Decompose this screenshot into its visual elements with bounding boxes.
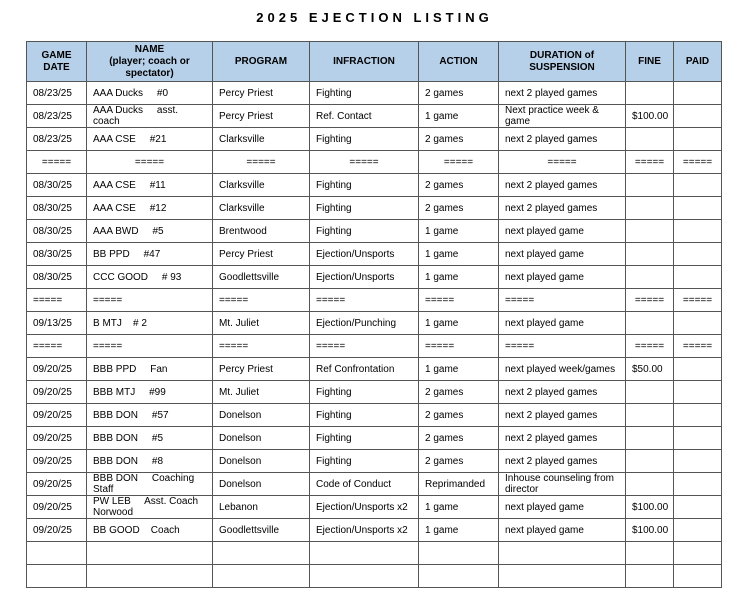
cell-name: BB PPD #47	[87, 243, 213, 266]
cell-name: AAA Ducks #0	[87, 82, 213, 105]
cell-paid	[674, 197, 722, 220]
cell-fine: $100.00	[626, 496, 674, 519]
cell-program: Clarksville	[213, 174, 310, 197]
cell-date: 09/20/25	[27, 404, 87, 427]
cell-action: 2 games	[419, 174, 499, 197]
cell-fine	[626, 381, 674, 404]
cell-program: Donelson	[213, 450, 310, 473]
separator-cell: =====	[626, 289, 674, 312]
table-row	[27, 496, 722, 519]
cell-duration: next 2 played games	[499, 450, 626, 473]
header-action: ACTION	[419, 42, 499, 82]
cell-action: 2 games	[419, 197, 499, 220]
cell-paid	[674, 427, 722, 450]
cell-action: 2 games	[419, 427, 499, 450]
cell-program: Percy Priest	[213, 243, 310, 266]
header-name	[87, 42, 213, 82]
cell-program: Mt. Juliet	[213, 381, 310, 404]
separator-cell: =====	[419, 151, 499, 174]
cell-duration: next 2 played games	[499, 404, 626, 427]
cell-duration: Inhouse counseling from director	[499, 473, 626, 496]
cell-duration: next 2 played games	[499, 381, 626, 404]
cell-infraction: Ejection/Punching	[310, 312, 419, 335]
cell-paid	[674, 266, 722, 289]
cell-date: 08/30/25	[27, 197, 87, 220]
cell-fine	[626, 565, 674, 588]
header-line: GAME	[41, 49, 72, 61]
cell-infraction: Fighting	[310, 381, 419, 404]
cell-infraction: Ref Confrontation	[310, 358, 419, 381]
cell-action: 1 game	[419, 519, 499, 542]
cell-infraction: Ejection/Unsports	[310, 266, 419, 289]
cell-duration	[499, 565, 626, 588]
separator-cell: =====	[87, 151, 213, 174]
cell-name: BBB MTJ #99	[87, 381, 213, 404]
cell-program: Mt. Juliet	[213, 312, 310, 335]
header-line: spectator)	[125, 67, 174, 79]
cell-date: 09/20/25	[27, 450, 87, 473]
cell-program: Donelson	[213, 404, 310, 427]
table-row	[27, 542, 722, 565]
cell-action: 2 games	[419, 128, 499, 151]
separator-cell: =====	[310, 151, 419, 174]
cell-paid	[674, 542, 722, 565]
cell-infraction: Fighting	[310, 197, 419, 220]
cell-program: Goodlettsville	[213, 519, 310, 542]
cell-duration: next 2 played games	[499, 197, 626, 220]
cell-infraction: Fighting	[310, 82, 419, 105]
separator-cell: =====	[419, 335, 499, 358]
cell-action: 1 game	[419, 243, 499, 266]
separator-cell: =====	[499, 289, 626, 312]
cell-name: AAA CSE #11	[87, 174, 213, 197]
cell-action	[419, 565, 499, 588]
cell-action: 1 game	[419, 220, 499, 243]
table-row	[27, 312, 722, 335]
cell-fine	[626, 128, 674, 151]
cell-duration: next played game	[499, 312, 626, 335]
cell-name: AAA Ducks asst. coach	[87, 105, 213, 128]
table-row	[27, 105, 722, 128]
separator-cell: =====	[626, 151, 674, 174]
separator-cell: =====	[626, 335, 674, 358]
cell-program: Lebanon	[213, 496, 310, 519]
cell-fine	[626, 243, 674, 266]
cell-fine	[626, 404, 674, 427]
table-row	[27, 197, 722, 220]
header-line: (player; coach or	[109, 55, 190, 67]
cell-action: 1 game	[419, 266, 499, 289]
cell-infraction	[310, 542, 419, 565]
table-row	[27, 519, 722, 542]
cell-duration: next 2 played games	[499, 174, 626, 197]
header-paid: PAID	[674, 42, 722, 82]
separator-cell: =====	[674, 335, 722, 358]
table-row	[27, 266, 722, 289]
header-game-date	[27, 42, 87, 82]
cell-program: Brentwood	[213, 220, 310, 243]
header-duration	[499, 42, 626, 82]
cell-date	[27, 565, 87, 588]
separator-cell: =====	[310, 335, 419, 358]
cell-name: AAA CSE #21	[87, 128, 213, 151]
cell-infraction: Ref. Contact	[310, 105, 419, 128]
separator-row	[27, 289, 722, 312]
table-row	[27, 381, 722, 404]
cell-date	[27, 542, 87, 565]
header-line: DURATION of	[529, 49, 595, 61]
table-row	[27, 358, 722, 381]
cell-fine	[626, 473, 674, 496]
cell-name	[87, 542, 213, 565]
header-line: NAME	[134, 43, 165, 55]
cell-infraction: Ejection/Unsports	[310, 243, 419, 266]
cell-date: 09/13/25	[27, 312, 87, 335]
cell-fine	[626, 427, 674, 450]
cell-infraction	[310, 565, 419, 588]
cell-program: Percy Priest	[213, 358, 310, 381]
cell-name: BBB DON Coaching Staff	[87, 473, 213, 496]
header-row	[27, 42, 722, 82]
cell-infraction: Fighting	[310, 220, 419, 243]
cell-fine	[626, 450, 674, 473]
cell-infraction: Ejection/Unsports x2	[310, 496, 419, 519]
cell-date: 08/30/25	[27, 174, 87, 197]
cell-infraction: Fighting	[310, 128, 419, 151]
cell-paid	[674, 381, 722, 404]
cell-duration: next played game	[499, 519, 626, 542]
cell-action: 2 games	[419, 381, 499, 404]
cell-program: Percy Priest	[213, 105, 310, 128]
cell-fine	[626, 174, 674, 197]
cell-fine	[626, 82, 674, 105]
cell-infraction: Ejection/Unsports x2	[310, 519, 419, 542]
cell-infraction: Fighting	[310, 404, 419, 427]
cell-date: 08/30/25	[27, 266, 87, 289]
cell-name: CCC GOOD # 93	[87, 266, 213, 289]
header-program: PROGRAM	[213, 42, 310, 82]
header-line: DATE	[43, 61, 70, 73]
separator-row	[27, 335, 722, 358]
table-row	[27, 427, 722, 450]
cell-paid	[674, 450, 722, 473]
cell-duration: next played game	[499, 220, 626, 243]
cell-paid	[674, 82, 722, 105]
cell-paid	[674, 496, 722, 519]
header-line: SUSPENSION	[529, 61, 595, 73]
cell-program: Goodlettsville	[213, 266, 310, 289]
cell-action: 2 games	[419, 82, 499, 105]
cell-name: PW LEB Asst. Coach Norwood	[87, 496, 213, 519]
table-row	[27, 404, 722, 427]
cell-action	[419, 542, 499, 565]
cell-paid	[674, 174, 722, 197]
ejection-table	[26, 41, 722, 588]
cell-duration	[499, 542, 626, 565]
cell-paid	[674, 565, 722, 588]
cell-name: AAA CSE #12	[87, 197, 213, 220]
cell-date: 09/20/25	[27, 358, 87, 381]
cell-paid	[674, 128, 722, 151]
cell-date: 08/23/25	[27, 128, 87, 151]
cell-duration: next played game	[499, 243, 626, 266]
cell-name: BBB DON #57	[87, 404, 213, 427]
cell-name: BBB PPD Fan	[87, 358, 213, 381]
page-title: 2025 EJECTION LISTING	[256, 10, 493, 25]
table-body	[27, 82, 722, 588]
separator-cell: =====	[499, 335, 626, 358]
cell-action: 2 games	[419, 404, 499, 427]
cell-action: 1 game	[419, 105, 499, 128]
cell-program: Percy Priest	[213, 82, 310, 105]
cell-paid	[674, 473, 722, 496]
cell-date: 08/23/25	[27, 82, 87, 105]
cell-date: 09/20/25	[27, 381, 87, 404]
cell-paid	[674, 105, 722, 128]
cell-name: AAA BWD #5	[87, 220, 213, 243]
cell-infraction: Code of Conduct	[310, 473, 419, 496]
table-row	[27, 473, 722, 496]
separator-cell: =====	[213, 151, 310, 174]
header-fine: FINE	[626, 42, 674, 82]
cell-program: Donelson	[213, 427, 310, 450]
cell-date: 08/30/25	[27, 243, 87, 266]
cell-name: B MTJ # 2	[87, 312, 213, 335]
cell-infraction: Fighting	[310, 427, 419, 450]
cell-program	[213, 565, 310, 588]
separator-cell: =====	[310, 289, 419, 312]
cell-paid	[674, 220, 722, 243]
header-infraction: INFRACTION	[310, 42, 419, 82]
cell-action: 1 game	[419, 312, 499, 335]
cell-program	[213, 542, 310, 565]
cell-paid	[674, 243, 722, 266]
table-row	[27, 565, 722, 588]
cell-fine: $100.00	[626, 519, 674, 542]
separator-cell: =====	[87, 335, 213, 358]
separator-cell: =====	[87, 289, 213, 312]
cell-date: 09/20/25	[27, 473, 87, 496]
cell-action: 1 game	[419, 496, 499, 519]
cell-duration: next 2 played games	[499, 82, 626, 105]
cell-action: 2 games	[419, 450, 499, 473]
cell-infraction: Fighting	[310, 174, 419, 197]
cell-name: BBB DON #8	[87, 450, 213, 473]
cell-duration: next 2 played games	[499, 128, 626, 151]
cell-paid	[674, 519, 722, 542]
separator-cell: =====	[213, 289, 310, 312]
cell-fine	[626, 312, 674, 335]
cell-fine: $100.00	[626, 105, 674, 128]
cell-duration: Next practice week & game	[499, 105, 626, 128]
separator-row	[27, 151, 722, 174]
separator-cell: =====	[213, 335, 310, 358]
table-row	[27, 243, 722, 266]
cell-duration: next played game	[499, 496, 626, 519]
cell-paid	[674, 358, 722, 381]
cell-fine	[626, 197, 674, 220]
separator-cell: =====	[499, 151, 626, 174]
cell-program: Clarksville	[213, 128, 310, 151]
cell-paid	[674, 312, 722, 335]
cell-action: Reprimanded	[419, 473, 499, 496]
cell-name: BB GOOD Coach	[87, 519, 213, 542]
table-row	[27, 450, 722, 473]
separator-cell: =====	[27, 151, 87, 174]
cell-fine: $50.00	[626, 358, 674, 381]
separator-cell: =====	[27, 289, 87, 312]
cell-fine	[626, 266, 674, 289]
separator-cell: =====	[419, 289, 499, 312]
separator-cell: =====	[674, 151, 722, 174]
cell-duration: next 2 played games	[499, 427, 626, 450]
cell-fine	[626, 542, 674, 565]
separator-cell: =====	[674, 289, 722, 312]
cell-infraction: Fighting	[310, 450, 419, 473]
cell-paid	[674, 404, 722, 427]
cell-name	[87, 565, 213, 588]
cell-action: 1 game	[419, 358, 499, 381]
cell-duration: next played game	[499, 266, 626, 289]
cell-date: 09/20/25	[27, 427, 87, 450]
cell-program: Donelson	[213, 473, 310, 496]
table-row	[27, 220, 722, 243]
table-row	[27, 82, 722, 105]
cell-date: 08/30/25	[27, 220, 87, 243]
cell-date: 09/20/25	[27, 496, 87, 519]
cell-program: Clarksville	[213, 197, 310, 220]
cell-date: 09/20/25	[27, 519, 87, 542]
table-row	[27, 174, 722, 197]
cell-date: 08/23/25	[27, 105, 87, 128]
separator-cell: =====	[27, 335, 87, 358]
cell-name: BBB DON #5	[87, 427, 213, 450]
cell-fine	[626, 220, 674, 243]
cell-duration: next played week/games	[499, 358, 626, 381]
table-row	[27, 128, 722, 151]
